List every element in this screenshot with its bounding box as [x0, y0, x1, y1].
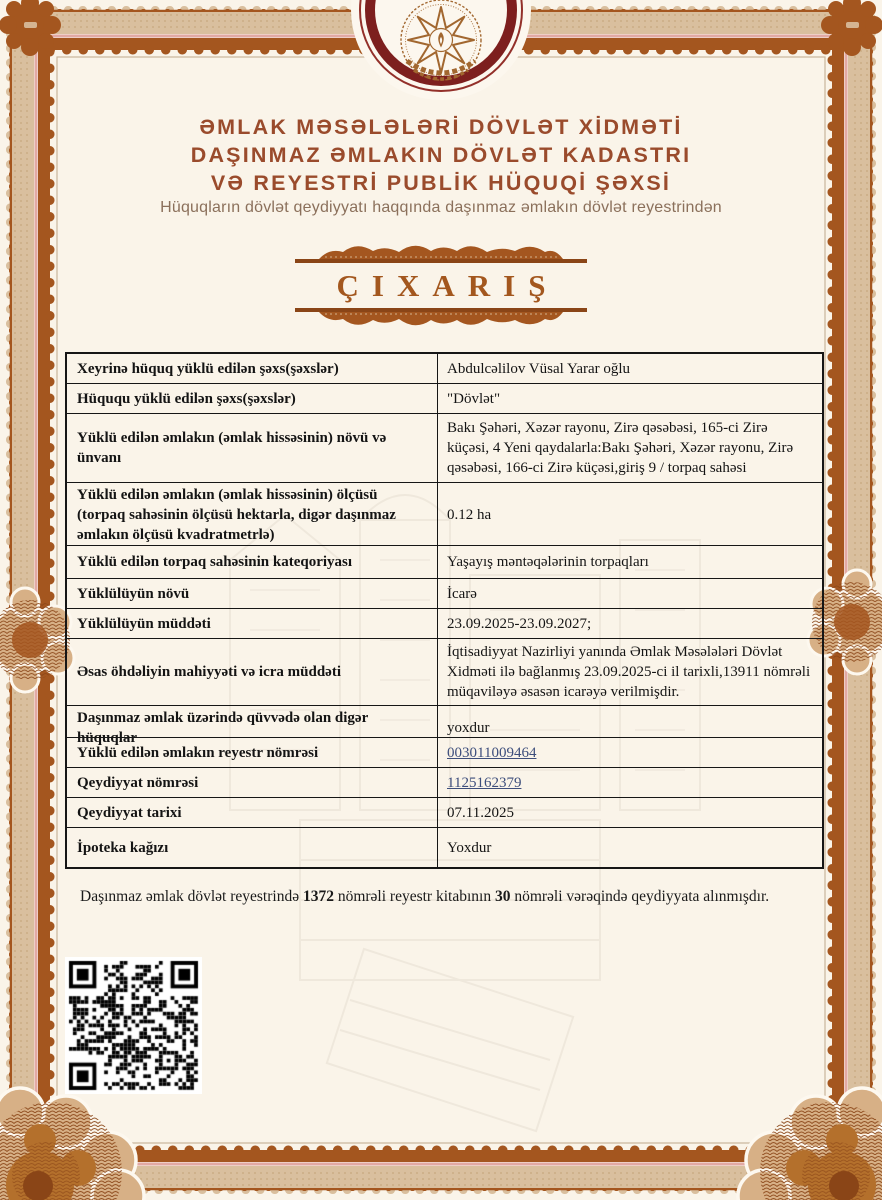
- qr-code: [65, 957, 202, 1094]
- row-value: 23.09.2025-23.09.2027;: [437, 609, 822, 638]
- ridge-ornament-icon: [315, 243, 567, 259]
- agency-title-line3: VƏ REYESTRİ PUBLİK HÜQUQİ ŞƏXSİ: [210, 171, 672, 195]
- row-value: Abdulcəlilov Vüsal Yarar oğlu: [437, 354, 822, 383]
- row-value: Yoxdur: [437, 828, 822, 867]
- document-title-frame: [295, 243, 587, 328]
- agency-title-line1: ƏMLAK MƏSƏLƏLƏRİ DÖVLƏT XİDMƏTİ: [199, 115, 683, 139]
- row-label: Qeydiyyat nömrəsi: [77, 774, 199, 791]
- table-row: [67, 482, 822, 545]
- row-label: Xeyrinə hüquq yüklü edilən şəxs(şəxslər): [77, 360, 339, 377]
- table-row: [67, 827, 822, 867]
- row-label: İpoteka kağızı: [77, 839, 169, 856]
- book-number: 1372: [302, 888, 334, 905]
- table-row: [67, 767, 822, 797]
- note-text: nömrəli reyestr kitabının: [333, 888, 495, 905]
- ridge-ornament-icon: [315, 312, 567, 328]
- row-value: 07.11.2025: [437, 798, 822, 827]
- row-label: Yüklü edilən əmlakın reyestr nömrəsi: [77, 744, 319, 761]
- table-row: [67, 797, 822, 827]
- document-subtitle: Hüquqların dövlət qeydiyyatı haqqında daşınmaz əmlakın dövlət reyestrindən: [160, 199, 722, 216]
- azerbaijan-state-emblem-icon: [345, 0, 537, 112]
- registration-number-link[interactable]: 1125162379: [447, 774, 522, 791]
- row-label: Yüklü edilən əmlakın (əmlak hissəsinin) növü və ünvanı: [77, 430, 387, 466]
- table-row: [67, 578, 822, 608]
- row-value: 0.12 ha: [437, 483, 822, 547]
- table-row: [67, 737, 822, 767]
- table-row: [67, 705, 822, 746]
- row-value: İqtisadiyyat Nazirliyi yanında Əmlak Məsələləri Dövlət Xidməti ilə bağlanmış 23.09.2025-ci il tarixli,13911 nömrəli müqaviləyə əsasən icarəyə verilmişdir.: [437, 639, 822, 705]
- table-row: [67, 354, 822, 383]
- agency-title: [0, 113, 882, 197]
- table-row: [67, 545, 822, 578]
- table-row: [67, 608, 822, 638]
- row-label: Daşınmaz əmlak üzərində qüvvədə olan digər hüquqlar: [77, 710, 368, 746]
- row-value: Bakı Şəhəri, Xəzər rayonu, Zirə qəsəbəsi, 165-ci Zirə küçəsi, 4 Yeni qaydalarla:Bakı Şəhəri, Xəzər rayonu, Zirə qəsəbəsi, 166-ci Zirə küçəsi,giriş 9 / torpaq sahəsi: [437, 414, 822, 482]
- table-row: [67, 413, 822, 482]
- row-value: Yaşayış məntəqələrinin torpaqları: [437, 546, 822, 578]
- table-row: [67, 638, 822, 705]
- row-label: Yüklü edilən əmlakın (əmlak hissəsinin) ölçüsü (torpaq sahəsinin ölçüsü hektarla, digər daşınmaz əmlakın ölçüsü kvadratmetrlə): [77, 487, 396, 543]
- table-row: [67, 383, 822, 413]
- row-value: [437, 768, 822, 797]
- row-label: Yüklü edilən torpaq sahəsinin kateqoriyası: [77, 554, 353, 570]
- row-label: Yüklülüyün müddəti: [77, 615, 211, 632]
- row-label: Hüququ yüklü edilən şəxs(şəxslər): [77, 390, 296, 407]
- row-label: Qeydiyyat tarixi: [77, 804, 182, 821]
- page-number: 30: [494, 888, 511, 905]
- row-value: İcarə: [437, 579, 822, 608]
- row-label: Yüklülüyün növü: [77, 585, 190, 602]
- row-value: [437, 738, 822, 767]
- agency-title-line2: DAŞINMAZ ƏMLAKIN DÖVLƏT KADASTRI: [190, 143, 692, 167]
- registry-number-link[interactable]: 003011009464: [447, 744, 537, 761]
- registry-table: [65, 352, 824, 869]
- row-value: "Dövlət": [437, 384, 822, 413]
- row-label: Əsas öhdəliyin mahiyyəti və icra müddəti: [77, 664, 342, 680]
- note-text: nömrəli vərəqində qeydiyyata alınmışdır.: [510, 888, 770, 905]
- note-text: Daşınmaz əmlak dövlət reyestrində: [80, 888, 303, 905]
- document-title: ÇIXARIŞ: [336, 268, 559, 303]
- registration-note: [80, 888, 805, 906]
- row-value: yoxdur: [437, 706, 822, 750]
